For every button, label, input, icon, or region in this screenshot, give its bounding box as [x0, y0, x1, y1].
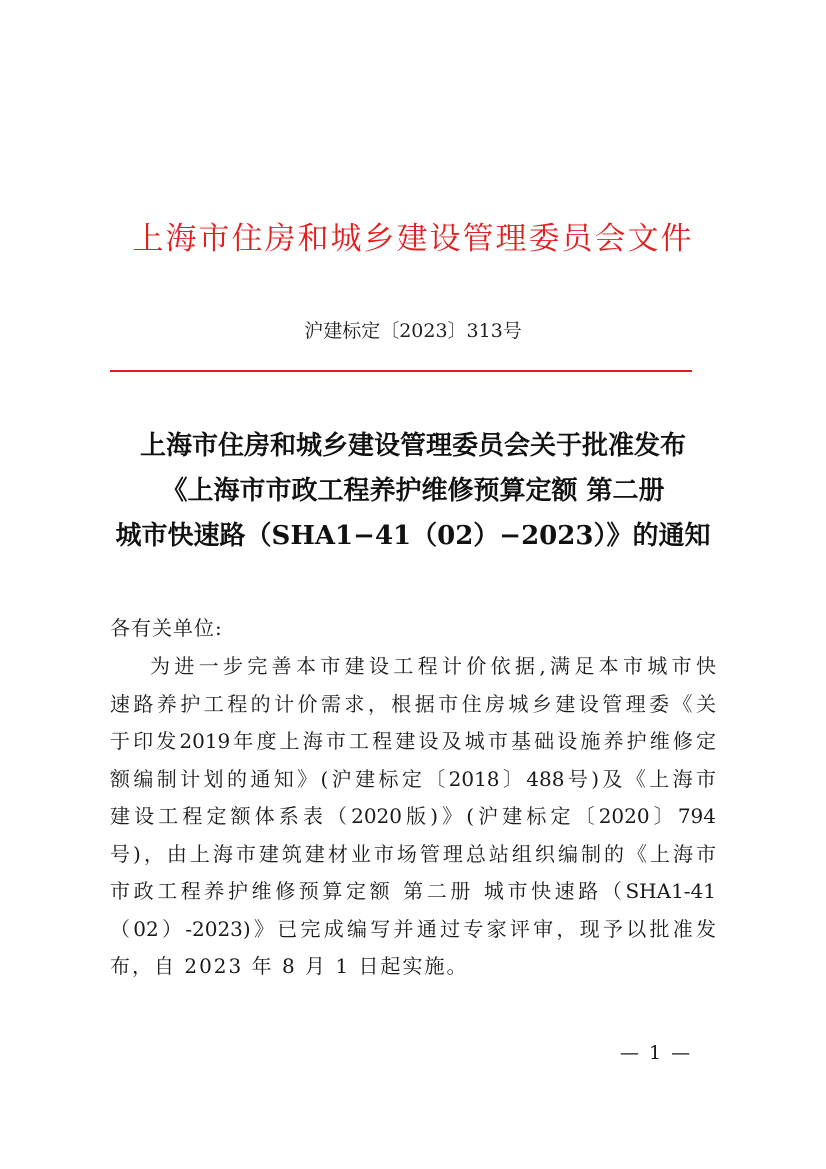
paragraph-line: 市政工程养护维修预算定额 第二册 城市快速路（SHA1-41: [110, 879, 716, 903]
notice-title: [60, 424, 766, 559]
agency-header-title: 上海市住房和城乡建设管理委员会文件: [132, 221, 694, 257]
notice-title-line: 城市快速路（SHA1−41（02）−2023）》的通知: [115, 521, 711, 551]
paragraph-line: 为进一步完善本市建设工程计价依据,满足本市城市快: [150, 654, 716, 678]
body-paragraph: [110, 648, 716, 986]
paragraph-line: （02）-2023)》已完成编写并通过专家评审，现予以批准发: [110, 916, 716, 941]
paragraph-line: 号)，由上海市建筑建材业市场管理总站组织编制的《上海市: [110, 841, 716, 866]
paragraph-line: 额编制计划的通知》(沪建标定〔2018〕488号)及《上海市: [110, 766, 716, 791]
paragraph-line: 于印发2019年度上海市工程建设及城市基础设施养护维修定: [110, 729, 716, 753]
salutation: 各有关单位:: [110, 616, 223, 640]
paragraph-line: 建设工程定额体系表（2020版)》(沪建标定〔2020〕794: [110, 804, 716, 828]
notice-title-line: 上海市住房和城乡建设管理委员会关于批准发布: [139, 431, 686, 461]
document-number: 沪建标定〔2023〕313号: [304, 320, 522, 342]
paragraph-line: 布，自 2023 年 8 月 1 日起实施。: [110, 954, 469, 978]
paragraph-line: 速路养护工程的计价需求，根据市住房城乡建设管理委《关: [110, 691, 716, 716]
page-number: — 1 —: [620, 1042, 693, 1064]
red-divider-line: [110, 370, 692, 372]
notice-title-line: 《上海市市政工程养护维修预算定额 第二册: [161, 476, 665, 506]
